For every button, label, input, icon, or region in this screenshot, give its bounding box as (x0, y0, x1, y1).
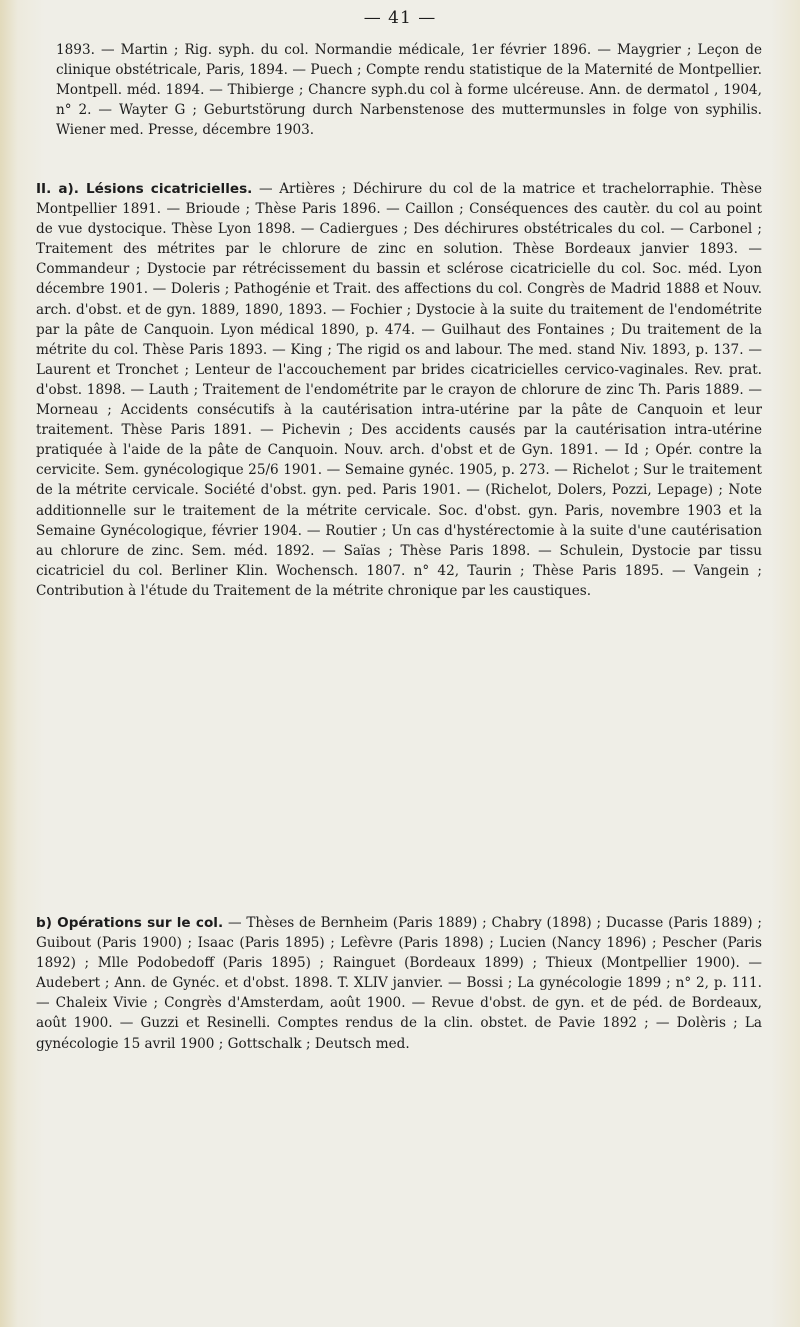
section-heading: II. a). Lésions cicatricielles. (36, 181, 253, 197)
reference-text: 1893. — Martin ; Rig. syph. du col. Normandie médicale, 1er février 1896. — Maygrier ; Leçon de clinique obstétricale, Paris, 1894. — Puech ; Compte rendu statistique de la Maternité de Montpellier. Montpell. méd. 1894. — Thibierge ; Chancre syph.du col à forme ulcéreuse. Ann. de dermatol , 1904, n° 2. — Wayter G ; Geburtstörung durch Narbenstenose des muttermunsles in folge von syphilis. Wiener med. Presse, décembre 1903. (56, 42, 762, 139)
section-operations-sur-le-col (36, 913, 762, 1054)
section-heading: b) Opérations sur le col. (36, 915, 224, 931)
section-text: — Thèses de Bernheim (Paris 1889) ; Chabry (1898) ; Ducasse (Paris 1889) ; Guibout (Paris 1900) ; Isaac (Paris 1895) ; Lefèvre (Paris 1898) ; Lucien (Nancy 1896) ; Pescher (Paris 1892) ; Mlle Podobedoff (Paris 1895) ; Rainguet (Bordeaux 1899) ; Thieux (Montpellier 1900). — Audebert ; Ann. de Gynéc. et d'obst. 1898. T. XLIV janvier. — Bossi ; La gynécologie 1899 ; n° 2, p. 111. — Chaleix Vivie ; Congrès d'Amsterdam, août 1900. — Revue d'obst. de gyn. et de péd. de Bordeaux, août 1900. — Guzzi et Resinelli. Comptes rendus de la clin. obstet. de Pavie 1892 ; — Dolèris ; La gynécologie 15 avril 1900 ; Gottschalk ; Deutsch med. (36, 915, 762, 1052)
section-text: — Artières ; Déchirure du col de la matrice et trachelorraphie. Thèse Montpellier 1891. — Brioude ; Thèse Paris 1896. — Caillon ; Conséquences des cautèr. du col au point de vue dystocique. Thèse Lyon 1898. — Cadiergues ; Des déchirures obstétricales du col. — Carbonel ; Traitement des métrites par le chlorure de zinc en solution. Thèse Bordeaux janvier 1893. — Commandeur ; Dystocie par rétrécissement du bassin et sclérose cicatricielle du col. Soc. méd. Lyon décembre 1901. — Doleris ; Pathogénie et Trait. des affections du col. Congrès de Madrid 1888 et Nouv. arch. d'obst. et de gyn. 1889, 1890, 1893. — Fochier ; Dystocie à la suite du traitement de l'endométrite par la pâte de Canquoin. Lyon médical 1890, p. 474. — Guilhaut des Fontaines ; Du traitement de la métrite du col. Thèse Paris 1893. — King ; The rigid os and labour. The med. stand Niv. 1893, p. 137. — Laurent et Tronchet ; Lenteur de l'accouchement par brides cicatricielles cervico-vaginales. Rev. prat. d'obst. 1898. — Lauth ; Traitement de l'endométrite par le crayon de chlorure de zinc Th. Paris 1889. — Morneau ; Accidents consécutifs à la cautérisation intra-utérine par la pâte de Canquoin et leur traitement. Thèse Paris 1891. — Pichevin ; Des accidents causés par la cautérisation intra-utérine pratiquée à l'aide de la pâte de Canquoin. Nouv. arch. d'obst et de Gyn. 1891. — Id ; Opér. contre la cervicite. Sem. gynécologique 25/6 1901. — Semaine gynéc. 1905, p. 273. — Richelot ; Sur le traitement de la métrite cervicale. Société d'obst. gyn. ped. Paris 1901. — (Richelot, Dolers, Pozzi, Lepage) ; Note additionnelle sur le traitement de la métrite cervicale. Soc. d'obst. gyn. Paris, novembre 1903 et la Semaine Gynécologique, février 1904. — Routier ; Un cas d'hystérectomie à la suite d'une cautérisation au chlorure de zinc. Sem. méd. 1892. — Saïas ; Thèse Paris 1898. — Schulein, Dystocie par tissu cicatriciel du col. Berliner Klin. Wochensch. 1807. n° 42, Taurin ; Thèse Paris 1895. — Vangein ; Contribution à l'étude du Traitement de la métrite chronique par les caustiques. (36, 181, 762, 599)
page-number: — 41 — (363, 8, 437, 28)
reference-paragraph-1893 (56, 40, 762, 140)
section-lesions-cicatricielles (36, 179, 762, 601)
